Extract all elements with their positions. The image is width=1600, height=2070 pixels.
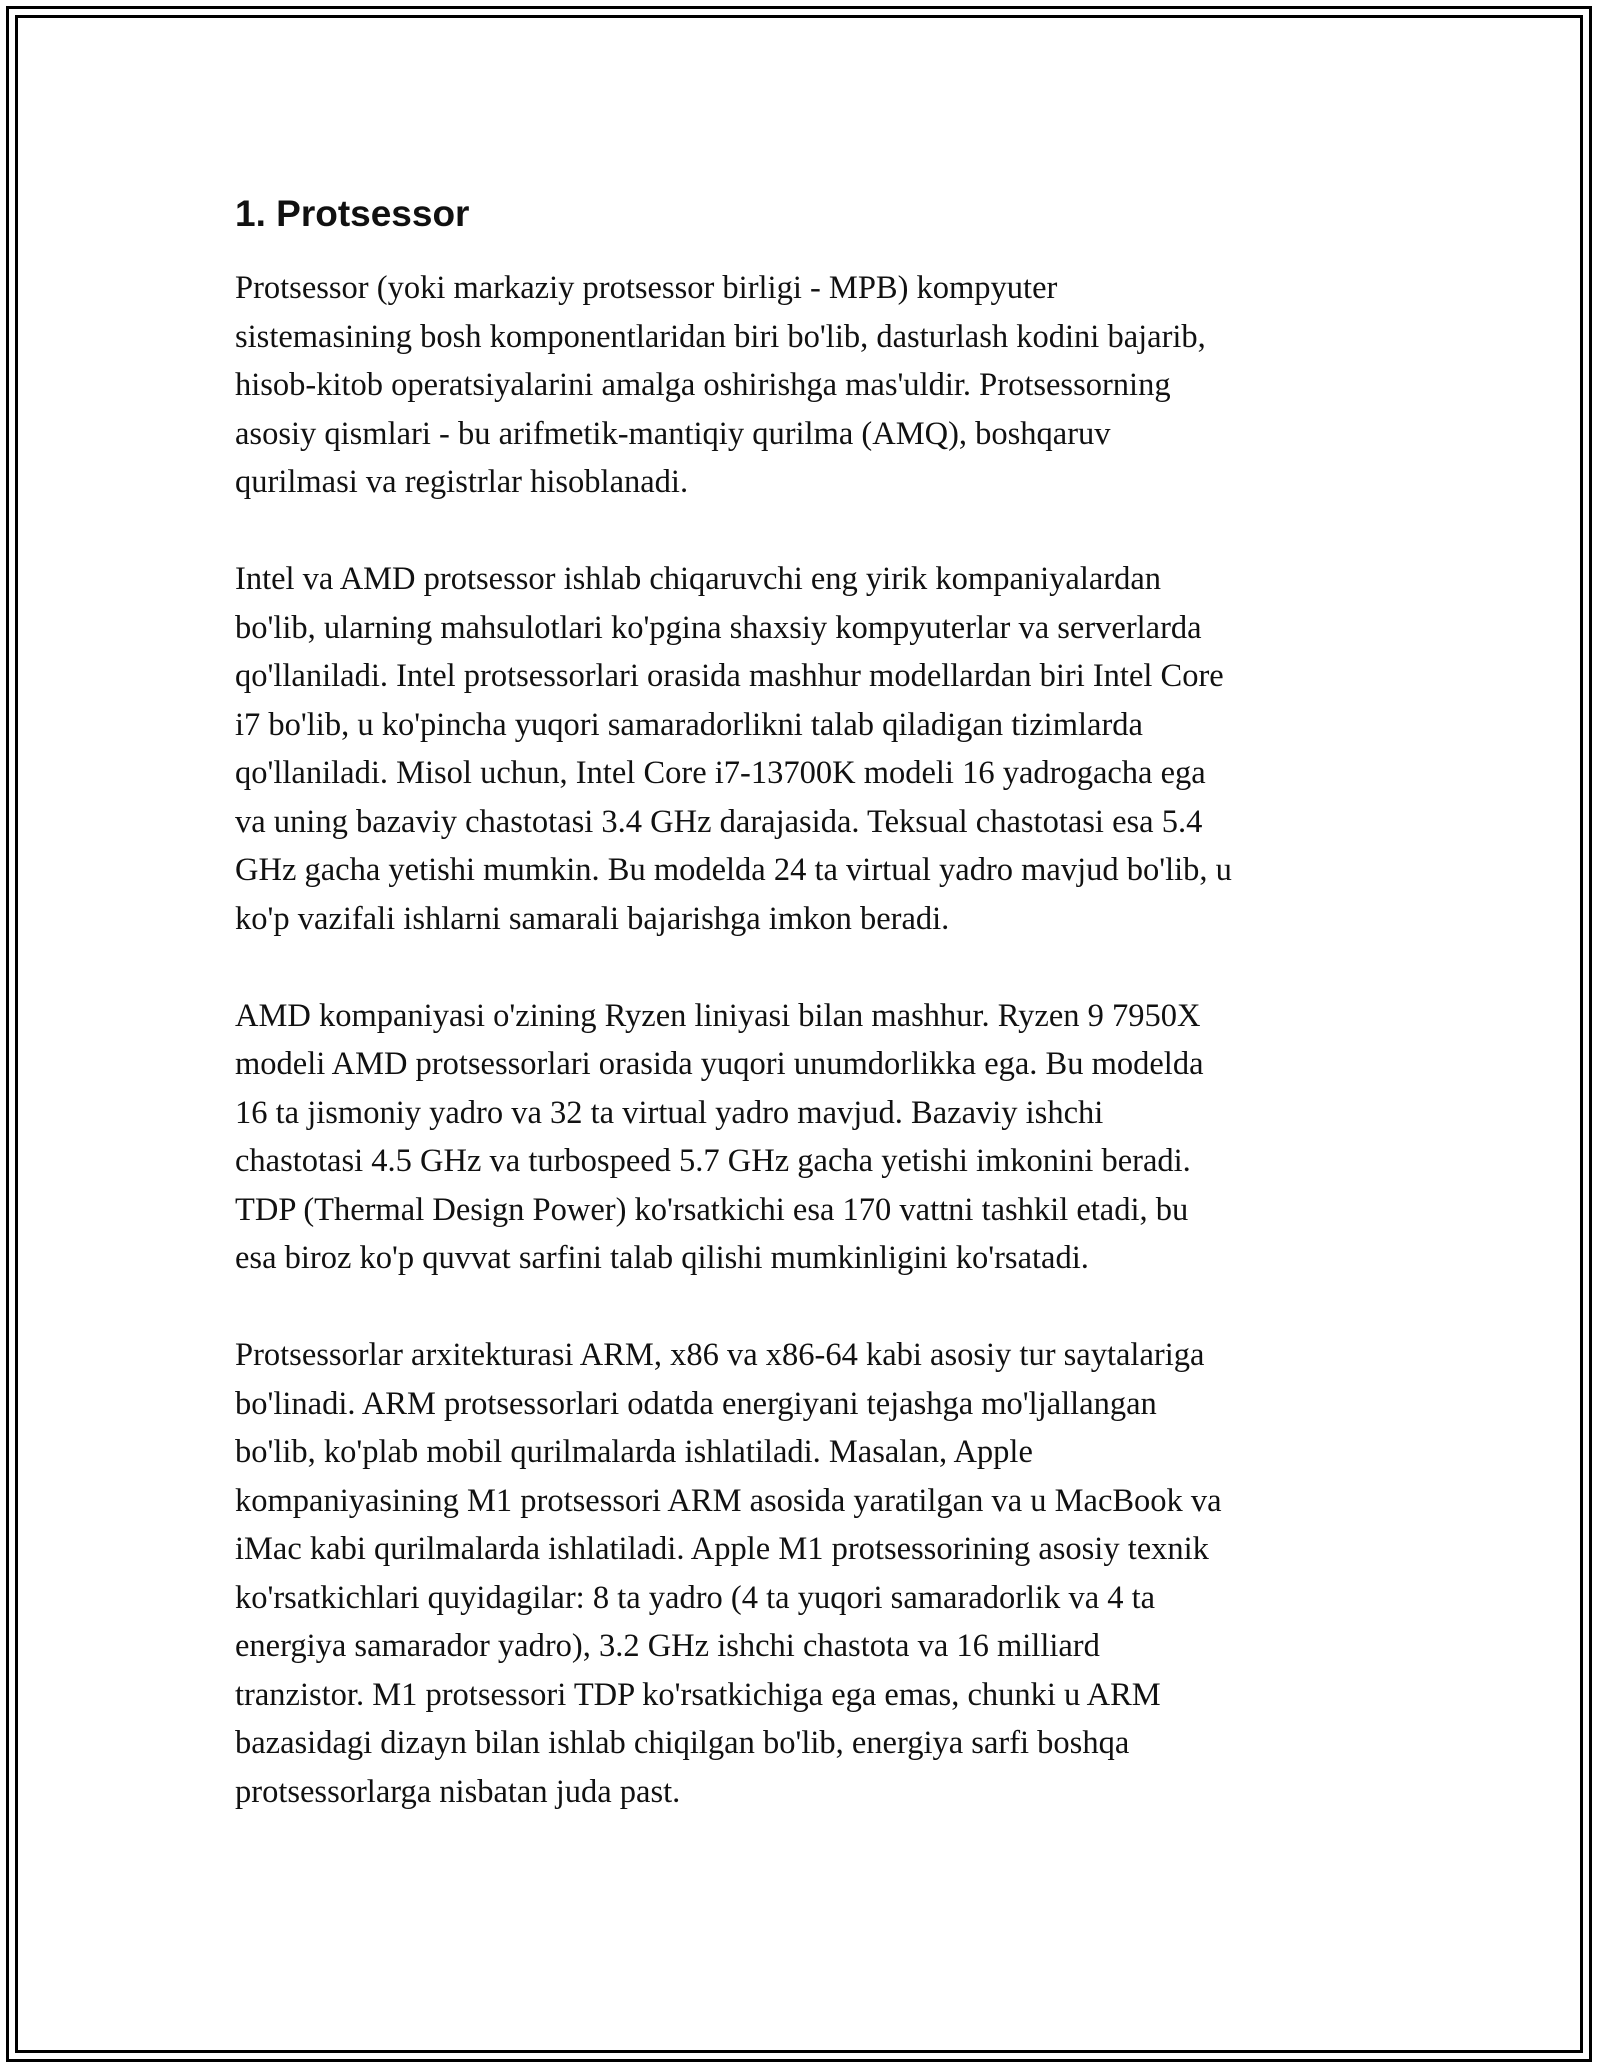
paragraph-line: iMac kabi qurilmalarda ishlatiladi. Apple M1 protsessorining asosiy texnik xyxy=(235,1531,1209,1567)
paragraph-line: tranzistor. M1 protsessori TDP ko'rsatkichiga ega emas, chunki u ARM xyxy=(235,1676,1161,1713)
paragraph-line: bazasidagi dizayn bilan ishlab chiqilgan bo'lib, energiya sarfi boshqa xyxy=(235,1725,1130,1761)
paragraph-line: asosiy qismlari - bu arifmetik-mantiqiy qurilma (AMQ), boshqaruv xyxy=(235,415,1111,452)
paragraph-line: Protsessorlar arxitekturasi ARM, x86 va x86-64 kabi asosiy tur saytalariga xyxy=(235,1337,1205,1373)
paragraph-line: ko'rsatkichlari quyidagilar: 8 ta yadro (4 ta yuqori samaradorlik va 4 ta xyxy=(235,1579,1156,1616)
section-heading: 1. Protsessor xyxy=(235,193,470,234)
paragraph-line: i7 bo'lib, u ko'pincha yuqori samaradorlikni talab qiladigan tizimlarda xyxy=(235,706,1143,743)
paragraph-line: bo'lib, ko'plab mobil qurilmalarda ishlatiladi. Masalan, Apple xyxy=(235,1434,1033,1470)
paragraph-line: ko'p vazifali ishlarni samarali bajarishga imkon beradi. xyxy=(235,900,950,937)
paragraph-line: kompaniyasining M1 protsessori ARM asosida yaratilgan va u MacBook va xyxy=(235,1482,1222,1519)
paragraph-line: va uning bazaviy chastotasi 3.4 GHz darajasida. Teksual chastotasi esa 5.4 xyxy=(235,803,1203,840)
paragraph-line: Intel va AMD protsessor ishlab chiqaruvchi eng yirik kompaniyalardan xyxy=(235,561,1162,597)
paragraph-line: hisob-kitob operatsiyalarini amalga oshirishga mas'uldir. Protsessorning xyxy=(235,367,1171,403)
paragraph-line: qo'llaniladi. Misol uchun, Intel Core i7-13700K modeli 16 yadrogacha ega xyxy=(235,755,1206,791)
paragraph-line: esa biroz ko'p quvvat sarfini talab qilishi mumkinligini ko'rsatadi. xyxy=(235,1240,1089,1276)
paragraph-line: sistemasining bosh komponentlaridan biri bo'lib, dasturlash kodini bajarib, xyxy=(235,318,1206,355)
paragraph xyxy=(235,264,1365,507)
paragraph-line: TDP (Thermal Design Power) ko'rsatkichi esa 170 vattni tashkil etadi, bu xyxy=(235,1191,1189,1228)
paragraph xyxy=(235,1331,1365,1816)
paragraph-line: bo'lib, ularning mahsulotlari ko'pgina shaxsiy kompyuterlar va serverlarda xyxy=(235,609,1202,646)
paragraph-line: bo'linadi. ARM protsessorlari odatda energiyani tejashga mo'ljallangan xyxy=(235,1385,1157,1422)
paragraph xyxy=(235,992,1365,1283)
paragraph-line: chastotasi 4.5 GHz va turbospeed 5.7 GHz gacha yetishi imkonini beradi. xyxy=(235,1143,1191,1179)
paragraph-line: qo'llaniladi. Intel protsessorlari orasida mashhur modellardan biri Intel Core xyxy=(235,658,1224,694)
paragraph-line: AMD kompaniyasi o'zining Ryzen liniyasi bilan mashhur. Ryzen 9 7950X xyxy=(235,997,1201,1034)
paragraph-line: Protsessor (yoki markaziy protsessor birligi - MPB) kompyuter xyxy=(235,270,1058,306)
paragraph-list xyxy=(235,264,1365,1816)
document-body xyxy=(235,186,1365,1865)
paragraph-line: energiya samarador yadro), 3.2 GHz ishchi chastota va 16 milliard xyxy=(235,1628,1100,1664)
paragraph-line: GHz gacha yetishi mumkin. Bu modelda 24 ta virtual yadro mavjud bo'lib, u xyxy=(235,852,1232,888)
paragraph xyxy=(235,555,1365,943)
paragraph-line: protsessorlarga nisbatan juda past. xyxy=(235,1773,681,1810)
paragraph-line: 16 ta jismoniy yadro va 32 ta virtual yadro mavjud. Bazaviy ishchi xyxy=(235,1094,1104,1131)
paragraph-line: modeli AMD protsessorlari orasida yuqori unumdorlikka ega. Bu modelda xyxy=(235,1046,1204,1082)
paragraph-line: qurilmasi va registrlar hisoblanadi. xyxy=(235,464,689,500)
